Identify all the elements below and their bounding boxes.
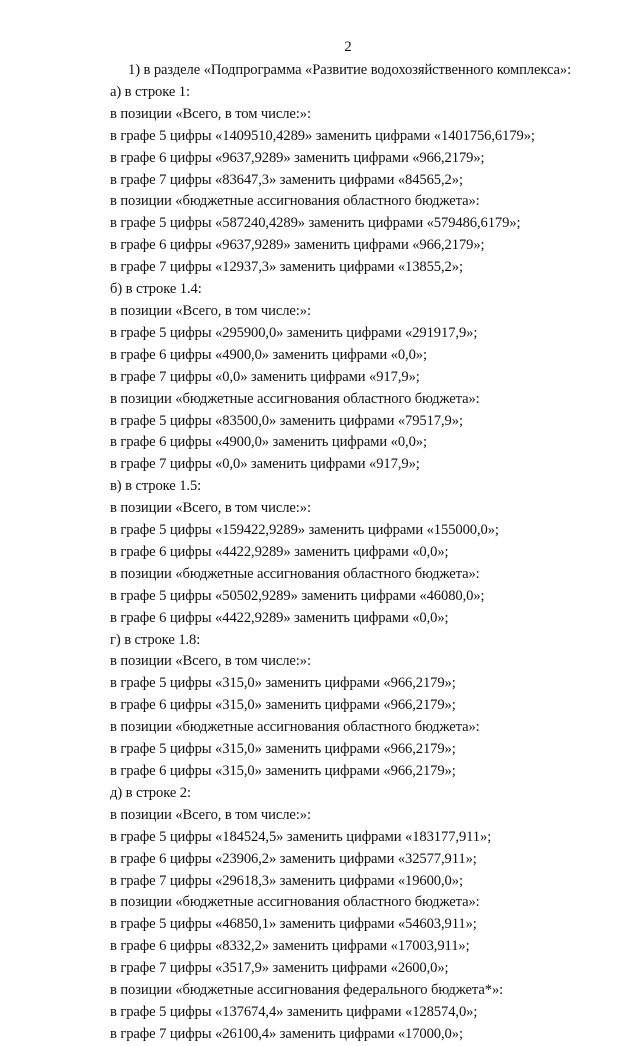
text-line: в графе 5 цифры «295900,0» заменить цифрами «291917,9»; bbox=[110, 324, 478, 341]
text-line: в графе 6 цифры «9637,9289» заменить цифрами «966,2179»; bbox=[110, 237, 485, 254]
text-line: в) в строке 1.5: bbox=[110, 478, 202, 495]
text-line: в графе 6 цифры «23906,2» заменить цифрами «32577,911»; bbox=[110, 850, 477, 867]
text-line: в графе 5 цифры «46850,1» заменить цифрами «54603,911»; bbox=[110, 916, 477, 933]
text-line: в графе 6 цифры «4422,9289» заменить цифрами «0,0»; bbox=[110, 543, 449, 560]
text-line: в позиции «Всего, в том числе:»: bbox=[110, 500, 311, 517]
text-line: в графе 6 цифры «9637,9289» заменить цифрами «966,2179»; bbox=[110, 149, 485, 166]
amendment-list bbox=[110, 60, 630, 1046]
text-line: в позиции «бюджетные ассигнования областного бюджета»: bbox=[110, 390, 480, 407]
text-line: в графе 7 цифры «0,0» заменить цифрами «917,9»; bbox=[110, 368, 420, 385]
text-line: в графе 5 цифры «50502,9289» заменить цифрами «46080,0»; bbox=[110, 587, 485, 604]
text-line: в графе 6 цифры «315,0» заменить цифрами «966,2179»; bbox=[110, 763, 456, 779]
text-line: в позиции «бюджетные ассигнования областного бюджета»: bbox=[110, 565, 480, 582]
text-line: в позиции «Всего, в том числе:»: bbox=[110, 105, 311, 122]
page-number: 2 bbox=[344, 39, 352, 55]
text-line: в графе 7 цифры «29618,3» заменить цифрами «19600,0»; bbox=[110, 872, 463, 889]
text-line: д) в строке 2: bbox=[110, 784, 191, 801]
text-line: в позиции «бюджетные ассигнования областного бюджета»: bbox=[110, 894, 480, 911]
text-line: в графе 5 цифры «137674,4» заменить цифрами «128574,0»; bbox=[110, 1003, 478, 1020]
text-line: в позиции «бюджетные ассигнования федерального бюджета*»: bbox=[110, 982, 504, 999]
text-line: в графе 5 цифры «83500,0» заменить цифрами «79517,9»; bbox=[110, 412, 463, 429]
text-line: в графе 5 цифры «315,0» заменить цифрами «966,2179»; bbox=[110, 675, 456, 692]
text-line: в графе 6 цифры «8332,2» заменить цифрами «17003,911»; bbox=[110, 938, 470, 955]
text-line: в графе 7 цифры «3517,9» заменить цифрами «2600,0»; bbox=[110, 960, 449, 977]
text-line: а) в строке 1: bbox=[110, 83, 190, 100]
text-line: в позиции «Всего, в том числе:»: bbox=[110, 653, 311, 670]
text-line: в графе 6 цифры «315,0» заменить цифрами «966,2179»; bbox=[110, 697, 456, 714]
text-line: в графе 6 цифры «4422,9289» заменить цифрами «0,0»; bbox=[110, 609, 449, 626]
text-line: 1) в разделе «Подпрограмма «Развитие водохозяйственного комплекса»: bbox=[128, 62, 572, 78]
text-line: в графе 5 цифры «184524,5» заменить цифрами «183177,911»; bbox=[110, 828, 492, 845]
text-line: в позиции «бюджетные ассигнования областного бюджета»: bbox=[110, 193, 480, 210]
text-line: в позиции «Всего, в том числе:»: bbox=[110, 302, 311, 319]
text-line: в графе 5 цифры «587240,4289» заменить цифрами «579486,6179»; bbox=[110, 215, 521, 232]
text-line: в позиции «бюджетные ассигнования областного бюджета»: bbox=[110, 719, 480, 736]
text-line: в графе 7 цифры «12937,3» заменить цифрами «13855,2»; bbox=[110, 259, 463, 276]
text-line: в графе 6 цифры «4900,0» заменить цифрами «0,0»; bbox=[110, 346, 427, 363]
text-line: в графе 7 цифры «26100,4» заменить цифрами «17000,0»; bbox=[110, 1025, 463, 1042]
text-line: г) в строке 1.8: bbox=[110, 631, 201, 648]
text-line: б) в строке 1.4: bbox=[110, 281, 202, 298]
text-line: в графе 7 цифры «83647,3» заменить цифрами «84565,2»; bbox=[110, 171, 463, 188]
text-line: в графе 5 цифры «1409510,4289» заменить цифрами «1401756,6179»; bbox=[110, 127, 535, 144]
text-line: в позиции «Всего, в том числе:»: bbox=[110, 806, 311, 823]
text-line: в графе 5 цифры «159422,9289» заменить цифрами «155000,0»; bbox=[110, 522, 499, 539]
text-line: в графе 6 цифры «4900,0» заменить цифрами «0,0»; bbox=[110, 434, 427, 451]
text-line: в графе 5 цифры «315,0» заменить цифрами «966,2179»; bbox=[110, 741, 456, 758]
text-line: в графе 7 цифры «0,0» заменить цифрами «917,9»; bbox=[110, 456, 420, 473]
